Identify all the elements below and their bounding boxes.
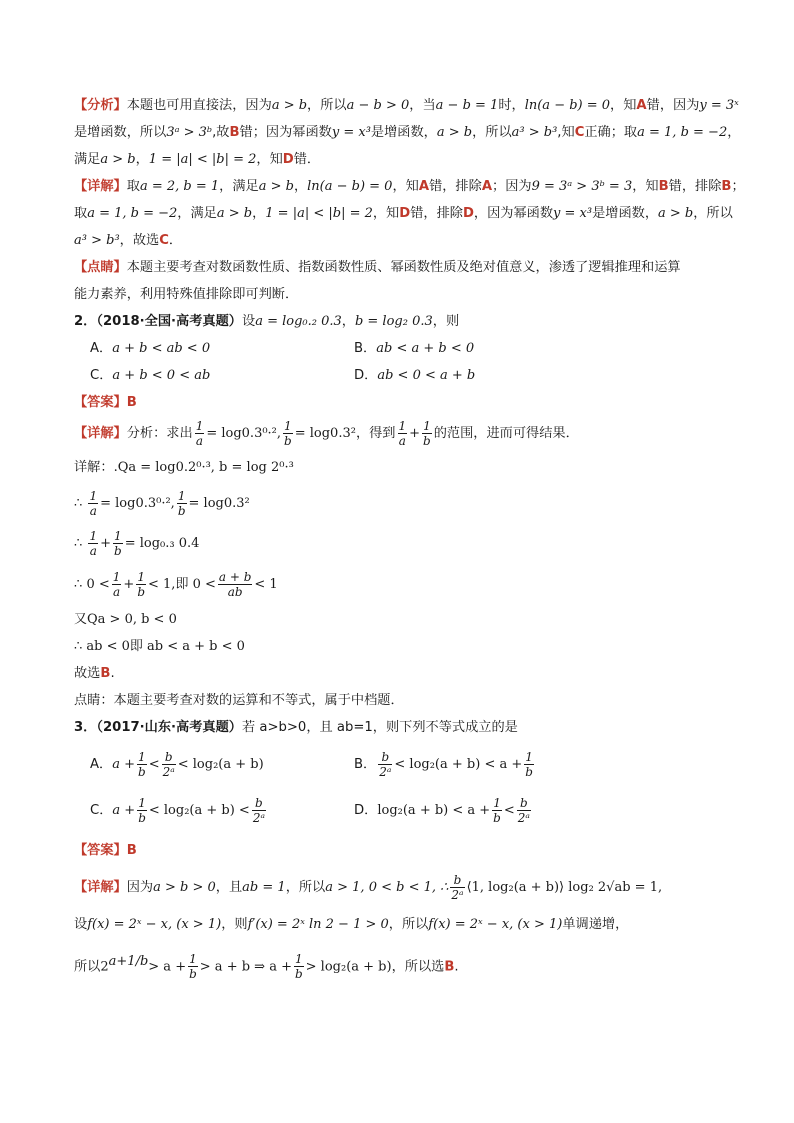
q3-options-row-2 bbox=[74, 791, 734, 831]
denominator: a bbox=[113, 584, 121, 599]
fraction bbox=[524, 750, 534, 779]
q2-step-6 bbox=[74, 633, 734, 660]
denominator: b bbox=[525, 764, 533, 779]
q2-option-b[interactable] bbox=[354, 335, 618, 362]
math: ab < 0 < a + b bbox=[377, 368, 476, 383]
text: 时， bbox=[498, 98, 525, 113]
q3-detail-line-3 bbox=[74, 942, 734, 987]
text: 点睛：本题主要考查对数的运算和不等式，属于中档题． bbox=[74, 693, 404, 708]
q3-option-c[interactable] bbox=[74, 791, 354, 831]
text: ，知 bbox=[392, 179, 419, 194]
numerator: 1 bbox=[138, 749, 146, 764]
answer-tag: 【答案】 bbox=[74, 395, 127, 410]
text: ，则 bbox=[221, 917, 248, 932]
math: ⟨1, log₂(a + b)⟩ log₂ 2√ab = 1, bbox=[466, 880, 663, 895]
math: f(x) = 2ˣ − x, (x > 1) bbox=[87, 917, 222, 932]
numerator: 1 bbox=[294, 951, 303, 966]
option-ref: D bbox=[282, 152, 294, 167]
denominator: b bbox=[114, 543, 122, 558]
point-line-2 bbox=[74, 281, 734, 308]
answer-value: B bbox=[126, 395, 137, 410]
option-label: B． bbox=[354, 757, 377, 772]
q3-detail-line-1 bbox=[74, 868, 734, 908]
math: 3ᵃ > 3ᵇ bbox=[166, 125, 213, 140]
math: = log0.3⁰·², bbox=[206, 426, 282, 441]
text: ，当 bbox=[409, 98, 436, 113]
fraction bbox=[492, 796, 502, 825]
text: 是增函数， bbox=[370, 125, 437, 140]
detail-tag: 【详解】 bbox=[74, 426, 127, 441]
numerator: 1 bbox=[137, 569, 145, 584]
fraction bbox=[398, 419, 408, 448]
question-source: （2018·全国·高考真题） bbox=[96, 314, 242, 329]
math: b = log₂ 0.3 bbox=[354, 314, 433, 329]
math: a = 1, b = −2 bbox=[87, 206, 178, 221]
q2-detail-line-1 bbox=[74, 416, 734, 452]
text: 错，排除 bbox=[668, 179, 722, 194]
q3-option-a[interactable] bbox=[74, 745, 354, 785]
detail-tag: 【详解】 bbox=[74, 880, 127, 895]
document-page bbox=[74, 92, 745, 987]
math: a > b bbox=[658, 206, 694, 221]
q2-step-1 bbox=[74, 452, 734, 484]
text: 错，排除 bbox=[429, 179, 482, 194]
math: = log0.3² bbox=[294, 426, 356, 441]
text: 取 bbox=[126, 179, 140, 194]
text: ，所以 bbox=[388, 917, 429, 932]
denominator: b bbox=[189, 966, 197, 981]
denominator: 2ᵃ bbox=[451, 887, 464, 902]
text: ，因为幂函数 bbox=[473, 206, 554, 221]
analysis-line-3 bbox=[74, 146, 734, 173]
math: > a + bbox=[148, 959, 187, 975]
numerator: 1 bbox=[195, 418, 204, 433]
text: ，所以 bbox=[472, 125, 512, 140]
q2-option-c[interactable] bbox=[74, 362, 354, 389]
fraction bbox=[88, 529, 98, 558]
math: 2 bbox=[100, 959, 109, 975]
math: a + b < 0 < ab bbox=[112, 368, 211, 383]
text: ． bbox=[168, 233, 183, 248]
option-ref: B bbox=[229, 125, 240, 140]
detail-line-1 bbox=[74, 173, 745, 200]
math: ln(a − b) = 0 bbox=[524, 98, 611, 113]
math: ab = 1 bbox=[242, 880, 286, 895]
q2-stem bbox=[74, 308, 734, 335]
q2-option-a[interactable] bbox=[74, 335, 354, 362]
math: ∴ bbox=[74, 536, 83, 551]
text: ，则 bbox=[432, 314, 460, 329]
math: y = x³ bbox=[553, 206, 593, 221]
fraction bbox=[218, 570, 253, 599]
text: 本题主要考查对数函数性质、指数函数性质、幂函数性质及绝对值意义，渗透了逻辑推理和运算 bbox=[126, 260, 681, 275]
fraction bbox=[195, 419, 205, 448]
fraction bbox=[422, 419, 432, 448]
q2-step-2 bbox=[74, 484, 734, 524]
fraction bbox=[162, 750, 176, 779]
text: ， bbox=[252, 206, 266, 221]
text: ，所以 bbox=[285, 880, 326, 895]
fraction bbox=[113, 529, 123, 558]
q3-stem bbox=[74, 714, 734, 741]
q2-options-row-2 bbox=[74, 362, 734, 389]
text: 错． bbox=[293, 152, 321, 167]
q2-step-5 bbox=[74, 606, 734, 633]
numerator: b bbox=[450, 873, 464, 888]
denominator: b bbox=[177, 503, 186, 518]
denominator: a bbox=[398, 433, 406, 448]
text: ，满足 bbox=[177, 206, 217, 221]
math: = log0.3² bbox=[188, 496, 250, 511]
text: ； bbox=[731, 179, 745, 194]
math: < log₂(a + b) < bbox=[148, 803, 250, 818]
denominator: b bbox=[493, 810, 501, 825]
option-ref: B bbox=[444, 959, 455, 975]
exponent: a+1/b bbox=[108, 954, 149, 969]
fraction bbox=[252, 796, 266, 825]
fraction bbox=[177, 489, 187, 518]
text: 所以 bbox=[74, 959, 101, 975]
math: ∴ bbox=[74, 496, 83, 511]
detail-line-3 bbox=[74, 227, 734, 254]
option-ref: B bbox=[658, 179, 669, 194]
text: ,知 bbox=[557, 125, 575, 140]
text: 故选 bbox=[74, 666, 101, 681]
text: 详解： bbox=[74, 460, 114, 475]
fraction bbox=[188, 952, 198, 981]
math: a > b bbox=[436, 125, 473, 140]
denominator: ab bbox=[227, 584, 243, 599]
question-number: 2． bbox=[74, 314, 97, 329]
fraction bbox=[294, 952, 304, 981]
option-ref: B bbox=[100, 666, 111, 681]
q2-step-3 bbox=[74, 524, 734, 564]
numerator: 1 bbox=[189, 951, 197, 966]
fraction bbox=[517, 796, 531, 825]
denominator: 2ᵃ bbox=[517, 810, 530, 825]
denominator: b bbox=[284, 433, 292, 448]
math: 1 = |a| < |b| = 2 bbox=[265, 206, 373, 221]
text: 错，排除 bbox=[410, 206, 463, 221]
math: < 1,即 0 < bbox=[148, 577, 216, 592]
denominator: b bbox=[423, 433, 431, 448]
fraction bbox=[137, 750, 147, 779]
text: ，知 bbox=[372, 206, 400, 221]
text: ，所以 bbox=[307, 98, 347, 113]
question-number: 3． bbox=[74, 720, 97, 735]
point-line-1 bbox=[74, 254, 734, 281]
math: < bbox=[148, 757, 160, 772]
option-label: D． bbox=[354, 368, 378, 383]
fraction bbox=[378, 750, 392, 779]
fraction bbox=[137, 796, 147, 825]
q3-option-d[interactable] bbox=[354, 791, 618, 831]
math: a + bbox=[112, 803, 136, 818]
math: ∴ bbox=[74, 577, 83, 592]
option-label: C． bbox=[90, 368, 113, 383]
numerator: 1 bbox=[89, 488, 98, 503]
numerator: 1 bbox=[89, 528, 98, 543]
numerator: 1 bbox=[114, 528, 122, 543]
math: 1 = |a| < |b| = 2 bbox=[148, 152, 257, 167]
text: 若 a>b>0，且 ab=1，则下列不等式成立的是 bbox=[242, 720, 518, 735]
q2-point bbox=[74, 687, 734, 714]
math: a³ > b³ bbox=[74, 233, 120, 248]
option-ref: D bbox=[462, 206, 474, 221]
fraction bbox=[283, 419, 293, 448]
q2-step-4 bbox=[74, 564, 734, 606]
fraction bbox=[88, 489, 98, 518]
numerator: 1 bbox=[138, 795, 146, 810]
denominator: 2ᵃ bbox=[252, 810, 265, 825]
analysis-tag: 【分析】 bbox=[74, 98, 127, 113]
numerator: b bbox=[378, 750, 392, 765]
text: 单调递增， bbox=[562, 917, 629, 932]
text: ， bbox=[341, 314, 355, 329]
q2-step-7 bbox=[74, 660, 734, 687]
numerator: 1 bbox=[112, 569, 121, 584]
text: 满足 bbox=[74, 152, 101, 167]
option-ref: A bbox=[481, 179, 493, 194]
denominator: b bbox=[138, 764, 146, 779]
text: ， bbox=[293, 179, 308, 194]
math: a > b bbox=[216, 206, 253, 221]
option-ref: A bbox=[636, 98, 647, 113]
numerator: b bbox=[252, 796, 266, 811]
text: 本题也可用直接法，因为 bbox=[126, 98, 272, 113]
math: y = x³ bbox=[331, 125, 371, 140]
math: < log₂(a + b) bbox=[177, 757, 264, 772]
option-label: D． bbox=[354, 803, 378, 818]
denominator: 2ᵃ bbox=[379, 764, 392, 779]
q2-answer bbox=[74, 389, 734, 416]
fraction bbox=[136, 570, 146, 599]
option-ref: B bbox=[721, 179, 732, 194]
q2-options-row-1 bbox=[74, 335, 734, 362]
q3-answer bbox=[74, 837, 734, 864]
text: 设 bbox=[74, 917, 88, 932]
fraction bbox=[112, 570, 122, 599]
option-ref: C bbox=[574, 125, 585, 140]
math: ∴ ab < 0即 ab < a + b < 0 bbox=[74, 639, 245, 654]
math: a − b > 0 bbox=[346, 98, 410, 113]
math: + bbox=[123, 577, 135, 592]
denominator: a bbox=[89, 503, 97, 518]
denominator: 2ᵃ bbox=[162, 764, 175, 779]
option-label: A． bbox=[90, 341, 113, 356]
question-source: （2017·山东·高考真题） bbox=[96, 720, 242, 735]
math: f′(x) = 2ˣ ln 2 − 1 > 0 bbox=[247, 917, 389, 932]
math: a + bbox=[112, 757, 135, 772]
text: 设 bbox=[242, 314, 256, 329]
text: 能力素养，利用特殊值排除即可判断． bbox=[74, 287, 299, 302]
math: a = log₀.₂ 0.3 bbox=[255, 314, 342, 329]
denominator: a bbox=[89, 543, 97, 558]
math: a = 1, b = −2 bbox=[637, 125, 728, 140]
math: < 1 bbox=[254, 577, 278, 592]
text: 因为 bbox=[126, 880, 154, 895]
text: 是增函数， bbox=[592, 206, 659, 221]
text: 错；因为幂函数 bbox=[239, 125, 332, 140]
text: ，且 bbox=[215, 880, 243, 895]
numerator: b bbox=[162, 750, 176, 765]
option-ref: A bbox=[418, 179, 430, 194]
text: 正确；取 bbox=[584, 125, 638, 140]
option-label: B． bbox=[354, 341, 377, 356]
math: y = 3ˣ bbox=[699, 98, 739, 113]
text: ，得到 bbox=[355, 426, 396, 441]
numerator: 1 bbox=[398, 418, 407, 433]
text: ，满足 bbox=[219, 179, 259, 194]
q2-option-d[interactable] bbox=[354, 362, 618, 389]
text: . bbox=[454, 959, 459, 975]
text: ，知 bbox=[256, 152, 283, 167]
math: a > b bbox=[271, 98, 308, 113]
text: ，故选 bbox=[119, 233, 160, 248]
math: + bbox=[100, 536, 112, 551]
text: 是增函数，所以 bbox=[74, 125, 167, 140]
math: < bbox=[503, 803, 515, 818]
math: 9 = 3ᵃ > 3ᵇ = 3 bbox=[531, 179, 633, 194]
q3-detail-line-2 bbox=[74, 908, 734, 942]
text: ,故 bbox=[212, 125, 230, 140]
denominator: b bbox=[137, 584, 146, 599]
math: f(x) = 2ˣ − x, (x > 1) bbox=[428, 917, 563, 932]
math: .Qa = log0.2⁰·³, b = log 2⁰·³ bbox=[113, 460, 294, 475]
math: ln(a − b) = 0 bbox=[307, 179, 393, 194]
numerator: b bbox=[517, 796, 531, 811]
math: a > b bbox=[258, 179, 294, 194]
fraction bbox=[450, 873, 464, 902]
analysis-line-1 bbox=[74, 92, 739, 119]
answer-value: B bbox=[126, 843, 137, 858]
math: 又Qa > 0, b < 0 bbox=[74, 612, 177, 627]
text: ；因为 bbox=[492, 179, 532, 194]
math: a > 1, 0 < b < 1, ∴ bbox=[325, 880, 449, 895]
math: a > b bbox=[100, 152, 136, 167]
math: a − b = 1 bbox=[435, 98, 499, 113]
math: 0 < bbox=[86, 577, 110, 592]
numerator: 1 bbox=[525, 749, 533, 764]
denominator: b bbox=[294, 966, 303, 981]
math: > a + b ⇒ a + bbox=[199, 959, 292, 975]
text: 的范围，进而可得结果． bbox=[433, 426, 579, 441]
text: ，知 bbox=[610, 98, 637, 113]
text: ，所以 bbox=[693, 206, 733, 221]
text: 错，因为 bbox=[646, 98, 700, 113]
text: ， bbox=[727, 125, 741, 140]
math: log₂(a + b) < a + bbox=[377, 803, 491, 818]
q3-option-b[interactable] bbox=[354, 745, 618, 785]
analysis-line-2 bbox=[74, 119, 741, 146]
denominator: b bbox=[138, 810, 146, 825]
math: a = 2, b = 1 bbox=[139, 179, 220, 194]
text: ，所以选 bbox=[391, 959, 445, 975]
math: ab < a + b < 0 bbox=[376, 341, 475, 356]
numerator: a + b bbox=[218, 569, 252, 584]
text: ，知 bbox=[632, 179, 659, 194]
option-label: C． bbox=[90, 803, 113, 818]
math: a³ > b³ bbox=[511, 125, 558, 140]
math: > log₂(a + b) bbox=[305, 959, 392, 975]
text: . bbox=[110, 666, 115, 681]
option-ref: D bbox=[399, 206, 411, 221]
math: a > b > 0 bbox=[153, 880, 216, 895]
detail-line-2 bbox=[74, 200, 734, 227]
numerator: 1 bbox=[493, 795, 501, 810]
option-label: A． bbox=[90, 757, 113, 772]
math: = log0.3⁰·², bbox=[100, 496, 175, 511]
math: = log₀.₃ 0.4 bbox=[124, 536, 200, 551]
math: a + b < ab < 0 bbox=[112, 341, 211, 356]
denominator: a bbox=[195, 433, 204, 448]
q3-options-row-1 bbox=[74, 745, 734, 785]
point-tag: 【点睛】 bbox=[74, 260, 127, 275]
numerator: 1 bbox=[177, 488, 186, 503]
math: + bbox=[409, 426, 421, 441]
numerator: 1 bbox=[423, 418, 431, 433]
numerator: 1 bbox=[284, 418, 292, 433]
option-ref: C bbox=[159, 233, 169, 248]
math: < log₂(a + b) < a + bbox=[394, 757, 523, 772]
text: 取 bbox=[74, 206, 88, 221]
text: 分析：求出 bbox=[126, 426, 193, 441]
answer-tag: 【答案】 bbox=[74, 843, 127, 858]
detail-tag: 【详解】 bbox=[74, 179, 127, 194]
text: ， bbox=[135, 152, 149, 167]
